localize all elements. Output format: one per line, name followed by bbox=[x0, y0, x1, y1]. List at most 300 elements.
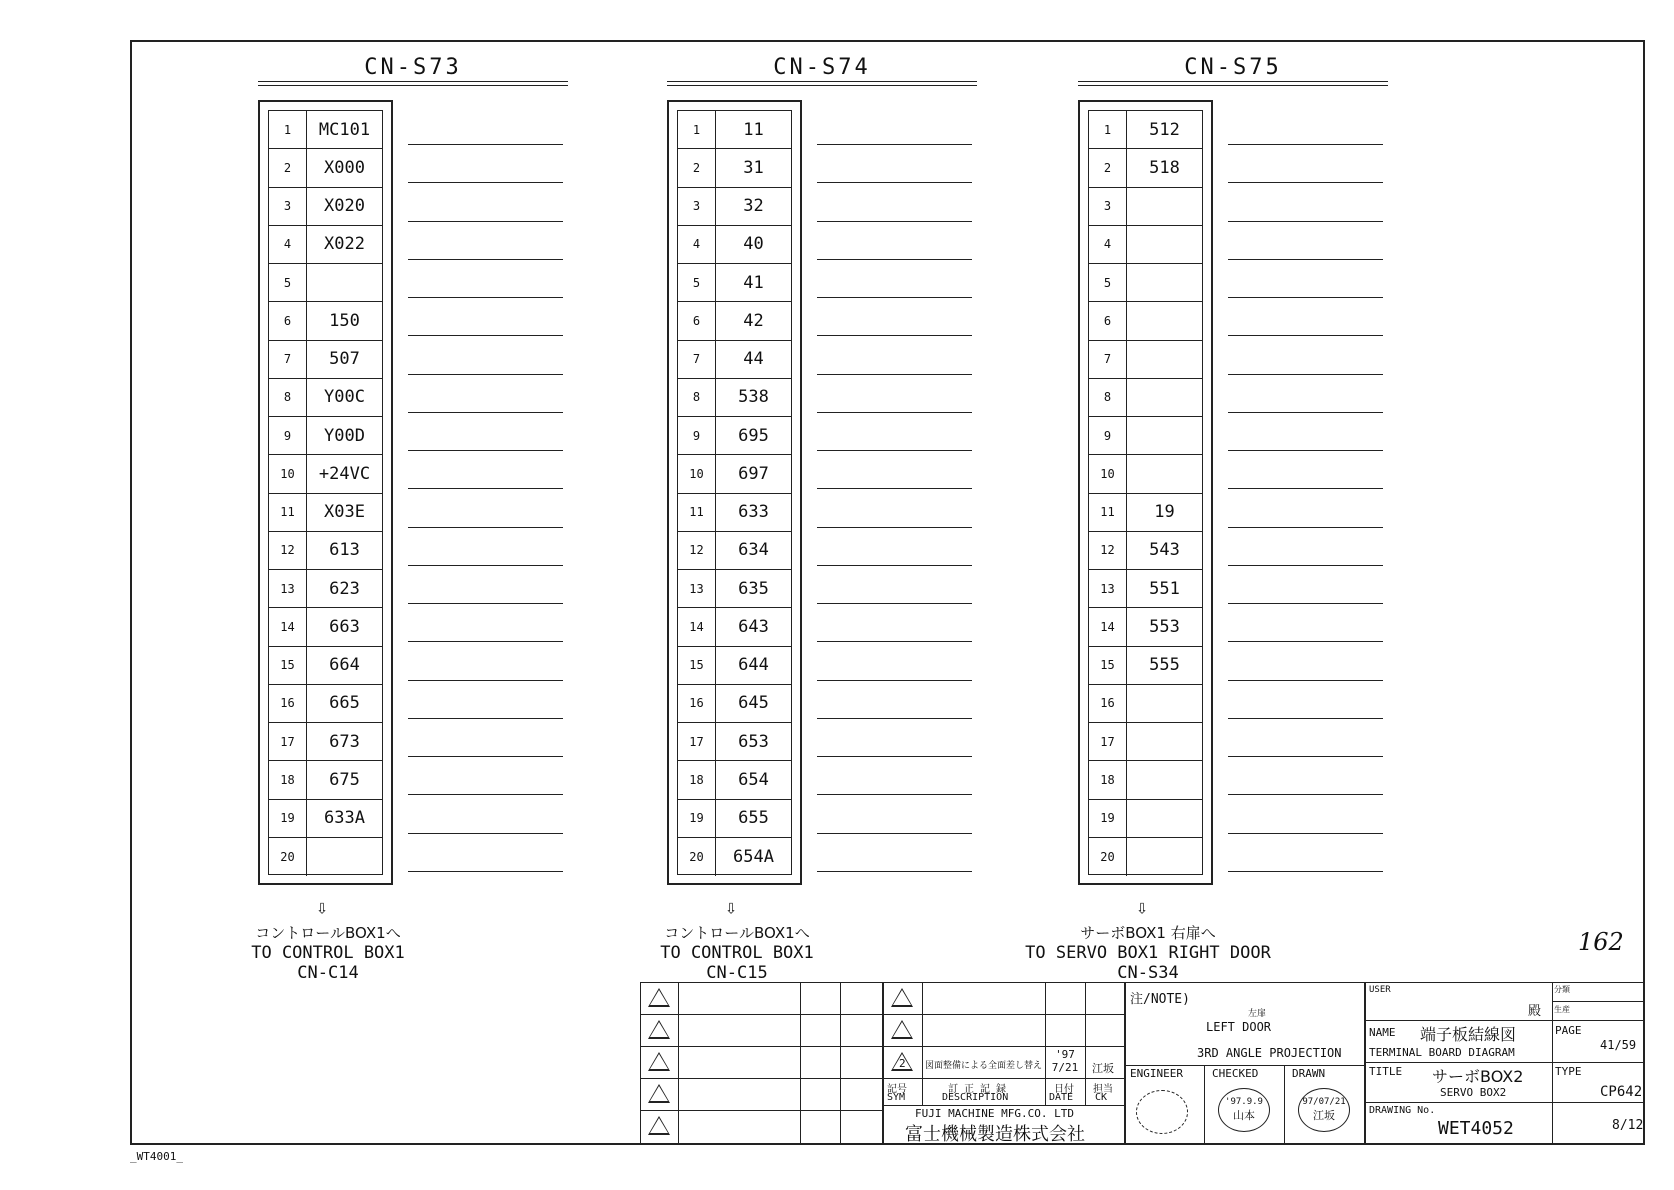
signal-label: 635 bbox=[738, 578, 769, 599]
terminal-row bbox=[678, 494, 791, 532]
signal-label: 42 bbox=[743, 310, 764, 331]
wire-line bbox=[408, 794, 563, 795]
header-sym-jp: 記号 bbox=[887, 1084, 907, 1095]
wire-line bbox=[817, 335, 972, 336]
signal-label: 645 bbox=[738, 693, 769, 714]
pin-number: 8 bbox=[1089, 379, 1127, 416]
terminal-board bbox=[667, 100, 802, 885]
footer-code: _WT4001_ bbox=[130, 1150, 183, 1163]
signal-label: 512 bbox=[1149, 119, 1180, 140]
signal-label: 32 bbox=[743, 196, 764, 217]
header-date-en: DATE bbox=[1049, 1092, 1074, 1103]
pin-number: 4 bbox=[678, 226, 716, 263]
terminal-board bbox=[1078, 100, 1213, 885]
terminal-row bbox=[269, 226, 382, 264]
pin-number: 13 bbox=[269, 570, 307, 607]
pin-number: 4 bbox=[1089, 226, 1127, 263]
terminal-row bbox=[678, 188, 791, 226]
destination-label bbox=[988, 923, 1308, 983]
terminal-row bbox=[678, 570, 791, 608]
pin-number: 7 bbox=[678, 341, 716, 378]
pin-number: 13 bbox=[678, 570, 716, 607]
terminal-row bbox=[1089, 570, 1202, 608]
wire-line bbox=[408, 680, 563, 681]
signal-label: 675 bbox=[329, 769, 360, 790]
terminal-row bbox=[269, 608, 382, 646]
terminal-row bbox=[1089, 188, 1202, 226]
wire-line bbox=[1228, 335, 1383, 336]
note-jp: 左扉 bbox=[1248, 1009, 1267, 1019]
terminal-row bbox=[1089, 494, 1202, 532]
terminal-row bbox=[269, 455, 382, 493]
connector-title: CN-S73 bbox=[364, 55, 462, 80]
wire-line bbox=[1228, 144, 1383, 145]
pin-number: 17 bbox=[269, 723, 307, 760]
signal-label: 40 bbox=[743, 234, 764, 255]
pin-number: 10 bbox=[269, 455, 307, 492]
signal-label: X022 bbox=[324, 234, 365, 255]
signal-label: 664 bbox=[329, 655, 360, 676]
destination-label bbox=[597, 923, 877, 983]
destination-connector: CN-S34 bbox=[1117, 963, 1179, 983]
signal-label: 663 bbox=[329, 616, 360, 637]
terminal-row bbox=[269, 417, 382, 455]
wire-line bbox=[1228, 182, 1383, 183]
pin-number: 7 bbox=[269, 341, 307, 378]
terminal-row bbox=[269, 723, 382, 761]
revision-triangle-icon bbox=[648, 1084, 670, 1103]
user-suffix: 殿 bbox=[1528, 1004, 1542, 1019]
pin-number: 17 bbox=[678, 723, 716, 760]
header-ck-jp: 担当 bbox=[1093, 1084, 1113, 1095]
pin-number: 10 bbox=[1089, 455, 1127, 492]
terminal-row bbox=[269, 647, 382, 685]
terminal-row bbox=[269, 379, 382, 417]
wire-line bbox=[1228, 527, 1383, 528]
terminal-row bbox=[269, 341, 382, 379]
drawing-no-label: DRAWING No. bbox=[1369, 1105, 1436, 1116]
wire-line bbox=[817, 412, 972, 413]
pin-number: 6 bbox=[269, 302, 307, 339]
terminal-row bbox=[1089, 379, 1202, 417]
wire-line bbox=[1228, 450, 1383, 451]
signal-label: Y00D bbox=[324, 425, 365, 446]
signal-label bbox=[307, 264, 382, 301]
pin-number: 2 bbox=[678, 149, 716, 186]
wire-line bbox=[1228, 718, 1383, 719]
engineer-stamp bbox=[1136, 1090, 1188, 1134]
pin-number: 4 bbox=[269, 226, 307, 263]
pin-number: 2 bbox=[1089, 149, 1127, 186]
pin-number: 1 bbox=[1089, 111, 1127, 148]
signal-label: 613 bbox=[329, 540, 360, 561]
terminal-row bbox=[1089, 341, 1202, 379]
signal-label: 654A bbox=[733, 846, 774, 867]
wire-line bbox=[1228, 259, 1383, 260]
signal-label: 31 bbox=[743, 157, 764, 178]
terminal-row bbox=[1089, 149, 1202, 187]
header-desc-en: DESCRIPTION bbox=[942, 1092, 1009, 1103]
terminal-row bbox=[678, 647, 791, 685]
terminal-row bbox=[269, 111, 382, 149]
signal-label bbox=[1127, 188, 1202, 225]
terminal-row bbox=[678, 532, 791, 570]
signal-label bbox=[1127, 302, 1202, 339]
signal-label: 44 bbox=[743, 349, 764, 370]
destination-en: TO CONTROL BOX1 bbox=[660, 943, 814, 963]
signal-label: Y00C bbox=[324, 387, 365, 408]
down-arrow-icon: ⇩ bbox=[725, 895, 738, 919]
pin-number: 20 bbox=[1089, 838, 1127, 876]
signal-label: 634 bbox=[738, 540, 769, 561]
pin-number: 9 bbox=[269, 417, 307, 454]
wire-line bbox=[817, 527, 972, 528]
wire-line bbox=[817, 565, 972, 566]
wire-line bbox=[817, 374, 972, 375]
pin-number: 20 bbox=[269, 838, 307, 876]
wire-line bbox=[817, 756, 972, 757]
drawn-stamp bbox=[1298, 1088, 1350, 1132]
pin-number: 1 bbox=[678, 111, 716, 148]
header-ck-en: CK bbox=[1095, 1092, 1108, 1103]
wire-line bbox=[1228, 565, 1383, 566]
signal-label: 507 bbox=[329, 349, 360, 370]
wire-line bbox=[408, 335, 563, 336]
wire-line bbox=[408, 527, 563, 528]
wire-line bbox=[408, 718, 563, 719]
revision-triangle-icon bbox=[648, 1020, 670, 1039]
wire-line bbox=[1228, 488, 1383, 489]
wire-line bbox=[817, 641, 972, 642]
connector-block bbox=[251, 55, 578, 983]
header-sym-en: SYM bbox=[887, 1092, 906, 1103]
signal-label: 654 bbox=[738, 769, 769, 790]
signal-label: 518 bbox=[1149, 157, 1180, 178]
signal-label bbox=[1127, 723, 1202, 760]
wire-line bbox=[817, 833, 972, 834]
pin-number: 16 bbox=[269, 685, 307, 722]
wire-line bbox=[408, 259, 563, 260]
signal-label: 150 bbox=[329, 310, 360, 331]
connector-block bbox=[660, 55, 987, 983]
terminal-row bbox=[678, 226, 791, 264]
signal-label: 644 bbox=[738, 655, 769, 676]
pin-number: 11 bbox=[269, 494, 307, 531]
wire-line bbox=[408, 833, 563, 834]
wire-line bbox=[408, 603, 563, 604]
revision-description: 図面整備による全面差し替え bbox=[925, 1061, 1043, 1071]
signal-label bbox=[1127, 379, 1202, 416]
terminal-row bbox=[678, 838, 791, 876]
seizou-label: 生産 bbox=[1554, 1005, 1570, 1014]
title-jp: サーボBOX2 bbox=[1432, 1067, 1524, 1086]
pin-number: 8 bbox=[269, 379, 307, 416]
wire-line bbox=[1228, 641, 1383, 642]
projection: 3RD ANGLE PROJECTION bbox=[1197, 1046, 1342, 1060]
terminal-row bbox=[1089, 761, 1202, 799]
pin-number: 19 bbox=[678, 800, 716, 837]
drawing-no: WET4052 bbox=[1438, 1118, 1514, 1139]
wire-line bbox=[817, 488, 972, 489]
company-name-en: FUJI MACHINE MFG.CO. LTD bbox=[915, 1107, 1074, 1120]
wire-line bbox=[1228, 680, 1383, 681]
destination-en: TO SERVO BOX1 RIGHT DOOR bbox=[1025, 943, 1271, 963]
terminal-row bbox=[678, 608, 791, 646]
wire-line bbox=[817, 718, 972, 719]
wire-line bbox=[1228, 794, 1383, 795]
signal-label bbox=[1127, 417, 1202, 454]
signal-label bbox=[307, 838, 382, 876]
pin-number: 3 bbox=[1089, 188, 1127, 225]
terminal-row bbox=[269, 188, 382, 226]
terminal-row bbox=[1089, 723, 1202, 761]
wire-line bbox=[408, 374, 563, 375]
wire-line bbox=[817, 871, 972, 872]
wire-line bbox=[817, 259, 972, 260]
pin-number: 18 bbox=[269, 761, 307, 798]
wire-line bbox=[408, 488, 563, 489]
signal-label: 623 bbox=[329, 578, 360, 599]
engineer-label: ENGINEER bbox=[1130, 1067, 1183, 1080]
checked-date: '97.9.9 bbox=[1225, 1097, 1263, 1107]
terminal-row bbox=[1089, 800, 1202, 838]
page-value: 41/59 bbox=[1600, 1038, 1637, 1052]
terminal-board bbox=[258, 100, 393, 885]
title-label: TITLE bbox=[1369, 1065, 1403, 1078]
wire-line bbox=[817, 144, 972, 145]
pin-number: 18 bbox=[678, 761, 716, 798]
pin-number: 14 bbox=[1089, 608, 1127, 645]
terminal-row bbox=[678, 723, 791, 761]
handwritten-page-number: 162 bbox=[1578, 928, 1624, 956]
signal-label: 551 bbox=[1149, 578, 1180, 599]
note-label: 注/NOTE) bbox=[1130, 992, 1190, 1007]
signal-label: 695 bbox=[738, 425, 769, 446]
drawn-name: 江坂 bbox=[1313, 1109, 1335, 1122]
company-name-jp: 富士機械製造株式会社 bbox=[905, 1124, 1085, 1145]
wire-line bbox=[408, 641, 563, 642]
wire-line bbox=[817, 680, 972, 681]
terminal-row bbox=[269, 302, 382, 340]
terminal-row bbox=[269, 494, 382, 532]
name-en: TERMINAL BOARD DIAGRAM bbox=[1369, 1046, 1515, 1059]
signal-label bbox=[1127, 685, 1202, 722]
signal-label: X000 bbox=[324, 157, 365, 178]
terminal-row bbox=[1089, 608, 1202, 646]
wire-line bbox=[817, 794, 972, 795]
signal-label bbox=[1127, 455, 1202, 492]
pin-number: 9 bbox=[1089, 417, 1127, 454]
page-label: PAGE bbox=[1555, 1024, 1582, 1037]
checked-stamp bbox=[1218, 1088, 1270, 1132]
terminal-row bbox=[269, 685, 382, 723]
wire-line bbox=[817, 450, 972, 451]
header-desc-jp: 訂 正 記 録 bbox=[948, 1084, 1007, 1095]
pin-number: 15 bbox=[678, 647, 716, 684]
pin-number: 19 bbox=[269, 800, 307, 837]
pin-number: 8 bbox=[678, 379, 716, 416]
wire-line bbox=[1228, 603, 1383, 604]
pin-number: 6 bbox=[1089, 302, 1127, 339]
terminal-row bbox=[678, 685, 791, 723]
wire-line bbox=[817, 297, 972, 298]
destination-label bbox=[188, 923, 468, 983]
terminal-row bbox=[678, 455, 791, 493]
title-en: SERVO BOX2 bbox=[1440, 1086, 1507, 1099]
terminal-row bbox=[678, 341, 791, 379]
pin-number: 1 bbox=[269, 111, 307, 148]
signal-label: 11 bbox=[743, 119, 764, 140]
terminal-row bbox=[678, 149, 791, 187]
wire-line bbox=[817, 221, 972, 222]
destination-en: TO CONTROL BOX1 bbox=[251, 943, 405, 963]
signal-label: 697 bbox=[738, 463, 769, 484]
pin-number: 12 bbox=[678, 532, 716, 569]
terminal-row bbox=[269, 800, 382, 838]
header-date-jp: 日付 bbox=[1054, 1084, 1074, 1095]
wire-line bbox=[408, 450, 563, 451]
wire-line bbox=[1228, 412, 1383, 413]
drawn-date: 97/07/21 bbox=[1302, 1097, 1346, 1107]
terminal-row bbox=[1089, 111, 1202, 149]
terminal-row bbox=[1089, 685, 1202, 723]
terminal-row bbox=[1089, 417, 1202, 455]
note-en: LEFT DOOR bbox=[1206, 1020, 1272, 1034]
wire-line bbox=[1228, 833, 1383, 834]
revision-triangle-icon bbox=[648, 988, 670, 1007]
signal-label: 633A bbox=[324, 808, 365, 829]
pin-number: 11 bbox=[1089, 494, 1127, 531]
signal-label: 665 bbox=[329, 693, 360, 714]
terminal-row bbox=[1089, 226, 1202, 264]
wire-line bbox=[408, 565, 563, 566]
signal-label: +24VC bbox=[318, 463, 371, 484]
pin-number: 19 bbox=[1089, 800, 1127, 837]
destination-connector: CN-C14 bbox=[297, 963, 359, 983]
pin-number: 9 bbox=[678, 417, 716, 454]
signal-label bbox=[1127, 761, 1202, 798]
pin-number: 14 bbox=[269, 608, 307, 645]
signal-label: X020 bbox=[324, 196, 365, 217]
wire-line bbox=[1228, 221, 1383, 222]
signal-label: 655 bbox=[738, 808, 769, 829]
signal-label: 633 bbox=[738, 502, 769, 523]
pin-number: 2 bbox=[269, 149, 307, 186]
type-label: TYPE bbox=[1555, 1065, 1582, 1078]
pin-number: 5 bbox=[269, 264, 307, 301]
pin-number: 15 bbox=[1089, 647, 1127, 684]
pin-number: 12 bbox=[1089, 532, 1127, 569]
revision-triangle-icon bbox=[648, 1116, 670, 1135]
terminal-row bbox=[269, 570, 382, 608]
terminal-row bbox=[678, 111, 791, 149]
sheet-number: 8/12 bbox=[1612, 1118, 1644, 1133]
signal-label bbox=[1127, 800, 1202, 837]
terminal-row bbox=[269, 838, 382, 876]
terminal-row bbox=[1089, 647, 1202, 685]
terminal-row bbox=[1089, 264, 1202, 302]
signal-label bbox=[1127, 264, 1202, 301]
terminal-row bbox=[678, 417, 791, 455]
pin-number: 20 bbox=[678, 838, 716, 876]
connector-title: CN-S74 bbox=[773, 55, 871, 80]
signal-label bbox=[1127, 341, 1202, 378]
pin-number: 7 bbox=[1089, 341, 1127, 378]
pin-number: 18 bbox=[1089, 761, 1127, 798]
destination-jp: コントロールBOX1へ bbox=[664, 924, 810, 942]
signal-label: 19 bbox=[1154, 502, 1175, 523]
pin-number: 5 bbox=[1089, 264, 1127, 301]
drawn-label: DRAWN bbox=[1292, 1067, 1326, 1080]
wire-line bbox=[1228, 374, 1383, 375]
down-arrow-icon: ⇩ bbox=[316, 895, 329, 919]
revision-number: 2 bbox=[899, 1057, 906, 1070]
wire-line bbox=[1228, 871, 1383, 872]
terminal-row bbox=[269, 149, 382, 187]
pin-number: 5 bbox=[678, 264, 716, 301]
pin-number: 10 bbox=[678, 455, 716, 492]
type-value: CP642 bbox=[1600, 1084, 1643, 1100]
wire-line bbox=[408, 871, 563, 872]
connector-title: CN-S75 bbox=[1184, 55, 1282, 80]
terminal-row bbox=[1089, 532, 1202, 570]
signal-label: 673 bbox=[329, 731, 360, 752]
destination-jp: サーボBOX1 右扉へ bbox=[1080, 924, 1216, 942]
pin-number: 3 bbox=[678, 188, 716, 225]
pin-number: 17 bbox=[1089, 723, 1127, 760]
wire-line bbox=[408, 756, 563, 757]
wire-line bbox=[1228, 297, 1383, 298]
terminal-row bbox=[678, 302, 791, 340]
terminal-row bbox=[269, 532, 382, 570]
wire-line bbox=[817, 603, 972, 604]
pin-number: 13 bbox=[1089, 570, 1127, 607]
wire-line bbox=[408, 297, 563, 298]
pin-number: 3 bbox=[269, 188, 307, 225]
wire-line bbox=[408, 221, 563, 222]
checked-label: CHECKED bbox=[1212, 1067, 1259, 1080]
user-label: USER bbox=[1369, 985, 1391, 995]
down-arrow-icon: ⇩ bbox=[1136, 895, 1149, 919]
wire-line bbox=[408, 412, 563, 413]
revision-date: '97 7/21 bbox=[1051, 1048, 1079, 1074]
terminal-row bbox=[1089, 455, 1202, 493]
signal-label: 653 bbox=[738, 731, 769, 752]
wire-line bbox=[408, 144, 563, 145]
pin-number: 11 bbox=[678, 494, 716, 531]
name-label: NAME bbox=[1369, 1026, 1396, 1039]
revision-triangle-icon bbox=[891, 988, 913, 1007]
pin-number: 12 bbox=[269, 532, 307, 569]
pin-number: 15 bbox=[269, 647, 307, 684]
terminal-row bbox=[678, 264, 791, 302]
terminal-row bbox=[678, 761, 791, 799]
terminal-row bbox=[678, 800, 791, 838]
pin-number: 16 bbox=[1089, 685, 1127, 722]
pin-number: 6 bbox=[678, 302, 716, 339]
name-jp: 端子板結線図 bbox=[1420, 1025, 1517, 1044]
revision-triangle-icon bbox=[648, 1052, 670, 1071]
signal-label: 538 bbox=[738, 387, 769, 408]
destination-connector: CN-C15 bbox=[706, 963, 768, 983]
checked-name: 山本 bbox=[1233, 1109, 1255, 1122]
revision-checker: 江坂 bbox=[1092, 1062, 1114, 1075]
signal-label: 553 bbox=[1149, 616, 1180, 637]
pin-number: 16 bbox=[678, 685, 716, 722]
signal-label: X03E bbox=[324, 502, 365, 523]
signal-label: 543 bbox=[1149, 540, 1180, 561]
wire-line bbox=[1228, 756, 1383, 757]
